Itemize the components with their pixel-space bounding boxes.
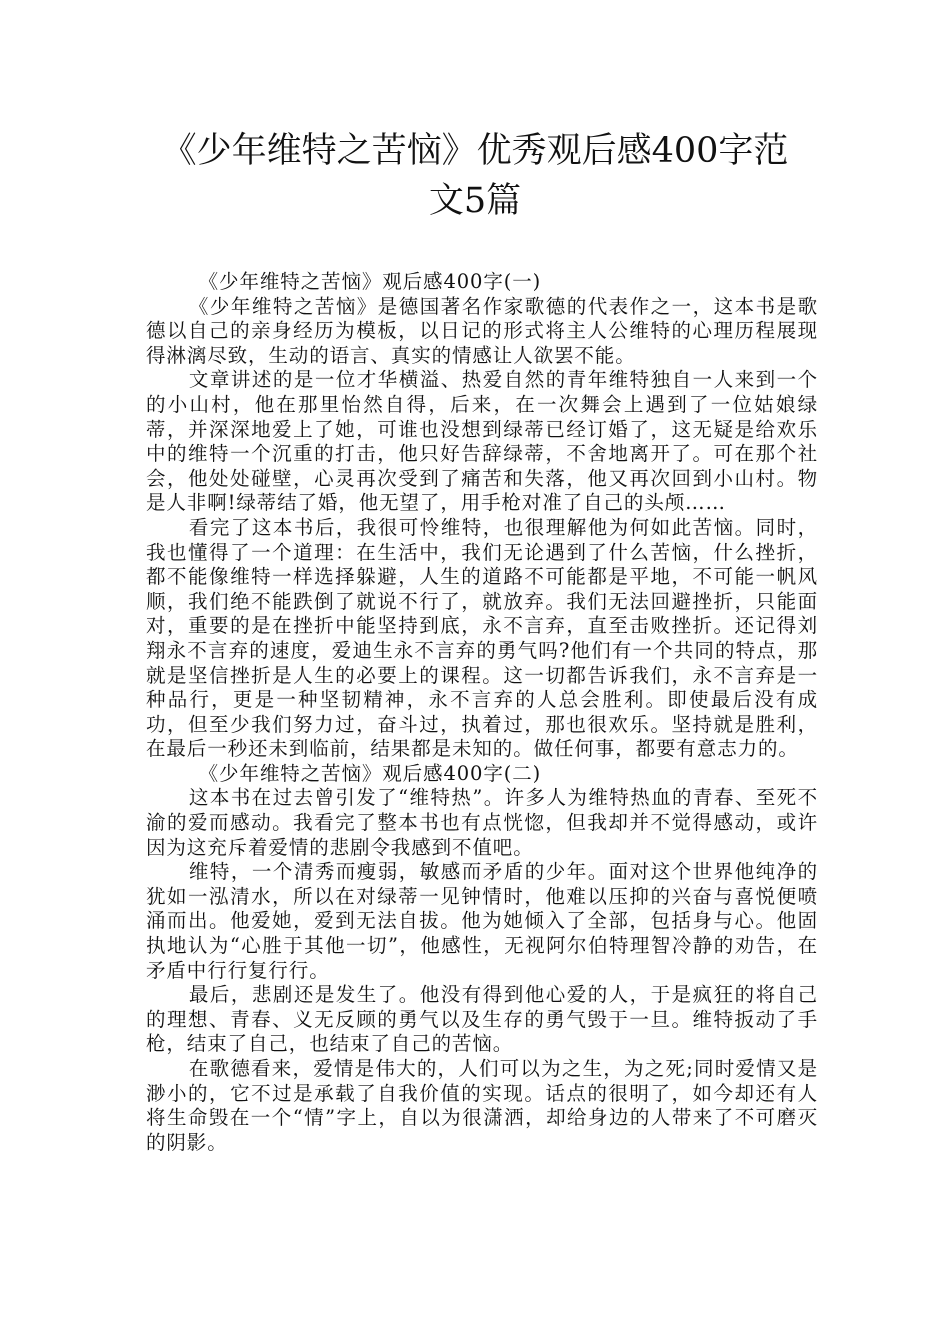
- paragraph: 看完了这本书后，我很可怜维特，也很理解他为何如此苦恼。同时，我也懂得了一个道理：在生活中，我们无论遇到了什么苦恼，什么挫折，都不能像维特一样选择躲避，人生的道路不可能都是平地，不可能一帆风顺，我们绝不能跌倒了就说不行了，就放弃。我们无法回避挫折，只能面对，重要的是在挫折中能坚持到底，永不言弃，直至击败挫折。还记得刘翔永不言弃的速度，爱迪生永不言弃的勇气吗?他们有一个共同的特点，那就是坚信挫折是人生的必要上的课程。这一切都告诉我们，永不言弃是一种品行，更是一种坚韧精神，永不言弃的人总会胜利。即使最后没有成功，但至少我们努力过，奋斗过，执着过，那也很欢乐。坚持就是胜利，在最后一秒还未到临前，结果都是未知的。做任何事，都要有意志力的。: [146, 515, 818, 761]
- document-body: [146, 270, 818, 1155]
- paragraph: 在歌德看来，爱情是伟大的，人们可以为之生，为之死;同时爱情又是渺小的，它不过是承载了自我价值的实现。话点的很明了，如今却还有人将生命毁在一个“情”字上，自以为很潇洒，却给身边的人带来了不可磨灭的阴影。: [146, 1057, 818, 1154]
- document-title: [120, 126, 830, 226]
- paragraph: 《少年维特之苦恼》是德国著名作家歌德的代表作之一，这本书是歌德以自己的亲身经历为模板，以日记的形式将主人公维特的心理历程展现得淋漓尽致，生动的语言、真实的情感让人欲罢不能。: [146, 294, 818, 367]
- paragraph: 文章讲述的是一位才华横溢、热爱自然的青年维特独自一人来到一个的小山村，他在那里怡然自得，后来，在一次舞会上遇到了一位姑娘绿蒂，并深深地爱上了她，可谁也没想到绿蒂已经订婚了，这无疑是给欢乐中的维特一个沉重的打击，他只好告辞绿蒂，不舍地离开了。可在那个社会，他处处碰壁，心灵再次受到了痛苦和失落，他又再次回到小山村。物是人非啊!绿蒂结了婚，他无望了，用手枪对准了自己的头颅……: [146, 368, 818, 515]
- paragraph: 最后，悲剧还是发生了。他没有得到他心爱的人，于是疯狂的将自己的理想、青春、义无反顾的勇气以及生存的勇气毁于一旦。维特扳动了手枪，结束了自己，也结束了自己的苦恼。: [146, 983, 818, 1056]
- paragraph: 维特，一个清秀而瘦弱，敏感而矛盾的少年。面对这个世界他纯净的犹如一泓清水，所以在对绿蒂一见钟情时，他难以压抑的兴奋与喜悦便喷涌而出。他爱她，爱到无法自拔。他为她倾入了全部，包括身与心。他固执地认为“心胜于其他一切”，他感性，无视阿尔伯特理智冷静的劝告，在矛盾中行行复行行。: [146, 860, 818, 982]
- paragraph: 这本书在过去曾引发了“维特热”。许多人为维特热血的青春、至死不渝的爱而感动。我看完了整本书也有点恍惚，但我却并不觉得感动，或许因为这充斥着爱情的悲剧令我感到不值吧。: [146, 786, 818, 859]
- section-heading-2: 《少年维特之苦恼》观后感400字(二): [198, 761, 542, 785]
- section-heading-1: 《少年维特之苦恼》观后感400字(一): [198, 270, 542, 293]
- title-line-2: 文5篇: [428, 181, 522, 221]
- title-line-1: 《少年维特之苦恼》优秀观后感400字范: [161, 131, 789, 171]
